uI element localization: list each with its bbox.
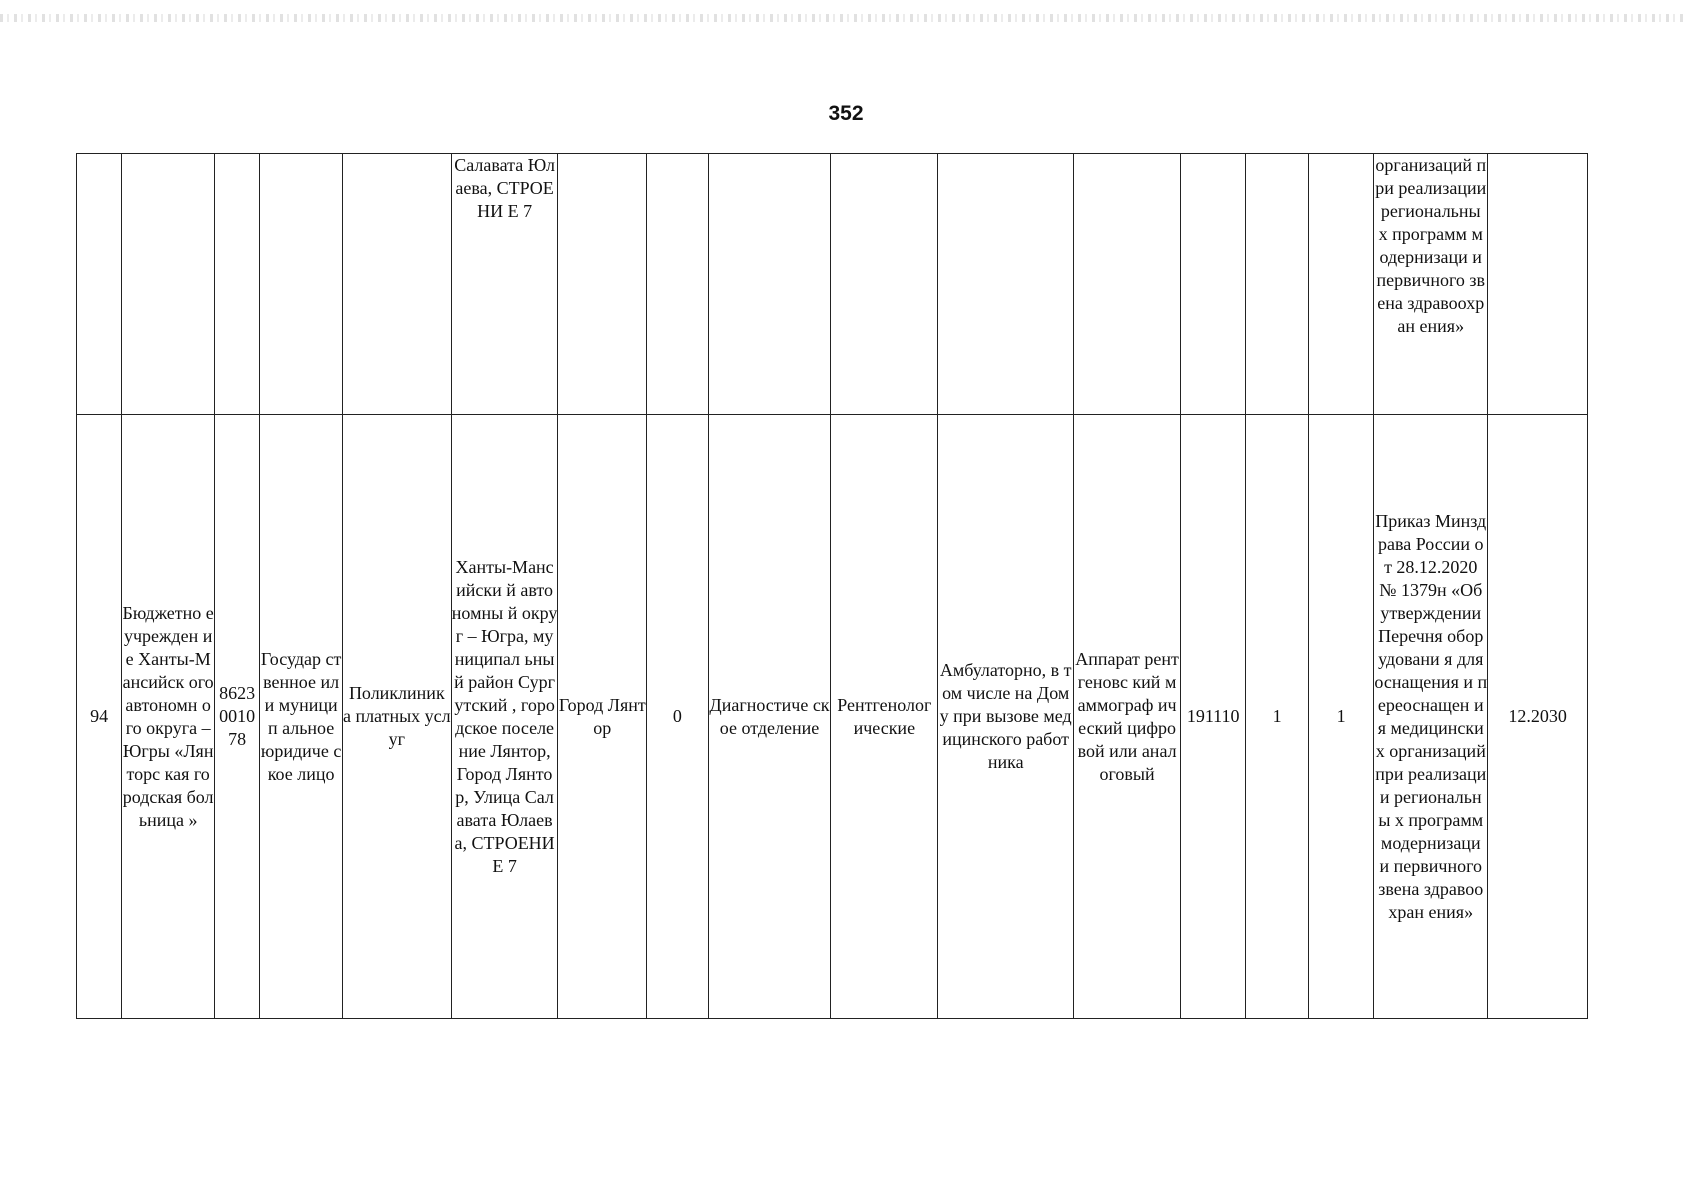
- table-row-94: [77, 415, 1588, 1019]
- cell-empty: [122, 154, 215, 415]
- cell-address: Ханты-Мансийски й автономны й округ – Югра, муниципал ьный район Сургутский , городское поселение Лянтор, Город Лянтор, Улица Салавата Юлаева, СТРОЕНИ Е 7: [451, 415, 558, 1019]
- cell-empty: [831, 154, 938, 415]
- page-number: 352: [828, 102, 864, 125]
- cell-empty: [1180, 154, 1245, 415]
- cell-empty: [558, 154, 647, 415]
- table-row-continued: [77, 154, 1588, 415]
- cell-conditions: Амбулаторно, в том числе на Дому при вызове медицинского работника: [938, 415, 1074, 1019]
- scan-noise-strip: [0, 14, 1686, 22]
- cell-code: 191110: [1180, 415, 1245, 1019]
- cell-empty: [1074, 154, 1181, 415]
- cell-row-number: 94: [77, 415, 122, 1019]
- cell-legal-basis: Приказ Минздрава России от 28.12.2020 № 1379н «Об утверждении Перечня оборудовани я для оснащения и переоснащен ия медицински х организаций при реализации региональны х программ модернизаци и первичного звена здравоохран ения»: [1374, 415, 1488, 1019]
- cell-legal-basis-continued: организаций при реализации региональны х программ модернизаци и первичного звена здравоохран ения»: [1374, 154, 1488, 415]
- cell-empty: [1246, 154, 1308, 415]
- cell-legal-form: Государ ственное или муницип альное юридиче ское лицо: [260, 415, 343, 1019]
- cell-subdivision: Поликлиник а платных услуг: [342, 415, 451, 1019]
- cell-empty: [1308, 154, 1373, 415]
- cell-organization: Бюджетно е учрежден ие Ханты-Мансийск ого автономн ого округа – Югры «Лянторс кая городская больница »: [122, 415, 215, 1019]
- cell-empty: [938, 154, 1074, 415]
- cell-quantity-a: 1: [1246, 415, 1308, 1019]
- register-table: [76, 153, 1588, 1019]
- cell-empty: [342, 154, 451, 415]
- cell-empty: [260, 154, 343, 415]
- cell-equipment: Аппарат рентгеновс кий маммограф ический цифровой или аналоговый: [1074, 415, 1181, 1019]
- cell-empty: [215, 154, 260, 415]
- cell-settlement: Город Лянтор: [558, 415, 647, 1019]
- cell-quantity-b: 1: [1308, 415, 1373, 1019]
- cell-address-continued: Салавата Юлаева, СТРОЕНИ Е 7: [451, 154, 558, 415]
- cell-empty: [647, 154, 708, 415]
- cell-empty: [708, 154, 831, 415]
- cell-date: 12.2030: [1488, 415, 1588, 1019]
- cell-profile: Рентгенолог ические: [831, 415, 938, 1019]
- cell-inn: 8623001078: [215, 415, 260, 1019]
- cell-zero: 0: [647, 415, 708, 1019]
- cell-empty: [1488, 154, 1588, 415]
- cell-department: Диагностиче ское отделение: [708, 415, 831, 1019]
- cell-empty: [77, 154, 122, 415]
